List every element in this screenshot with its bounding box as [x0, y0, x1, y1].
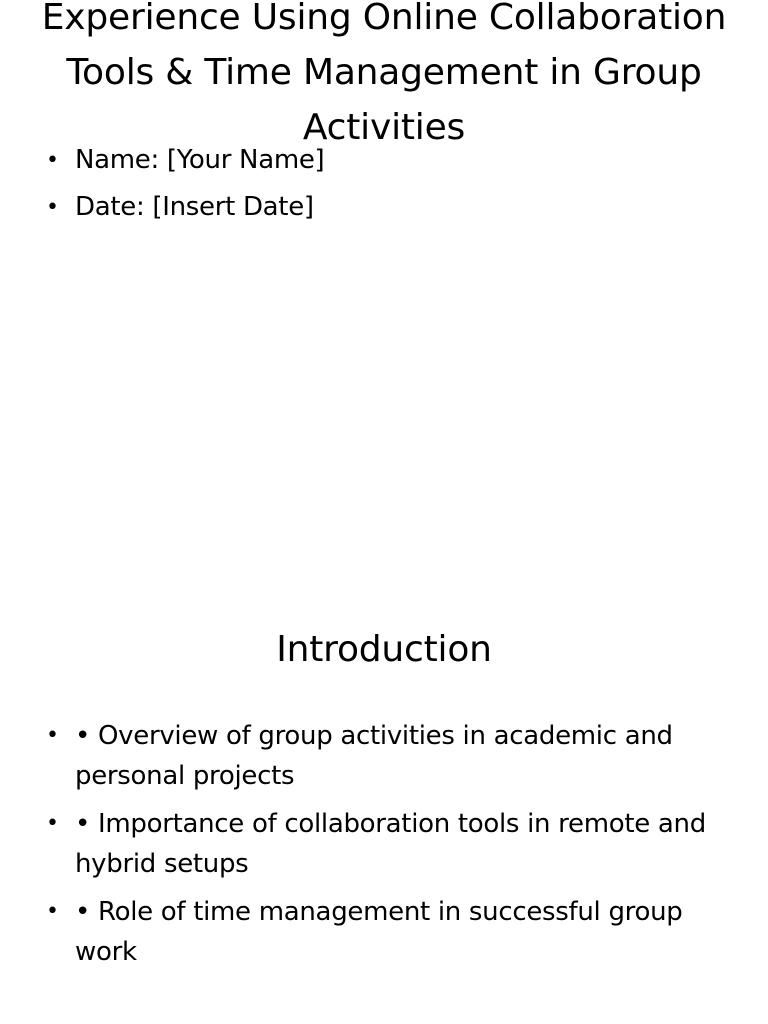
list-item: [46, 716, 736, 796]
bullet-icon: •: [46, 899, 59, 924]
bullet-text: • Importance of collaboration tools in remote and hybrid setups: [75, 809, 706, 879]
list-item: [46, 804, 736, 884]
date-label: Date: [Insert Date]: [75, 192, 314, 222]
name-label: Name: [Your Name]: [75, 145, 325, 175]
bullet-list: [46, 716, 736, 980]
list-item: [46, 142, 736, 179]
list-item: [46, 892, 736, 972]
bullet-text: • Overview of group activities in academic and personal projects: [75, 721, 673, 791]
bullet-icon: •: [46, 148, 59, 173]
bullet-icon: •: [46, 195, 59, 220]
bullet-text: • Role of time management in successful group work: [75, 897, 683, 967]
list-item: [46, 189, 736, 226]
bullet-icon: •: [46, 811, 59, 836]
introduction-slide: [0, 512, 768, 1024]
slide-title: Experience Using Online Collaboration Tools & Time Management in Group Activities: [41, 0, 727, 148]
slide-title: Introduction: [276, 629, 492, 670]
bullet-icon: •: [46, 723, 59, 748]
bullet-list: [46, 142, 736, 236]
